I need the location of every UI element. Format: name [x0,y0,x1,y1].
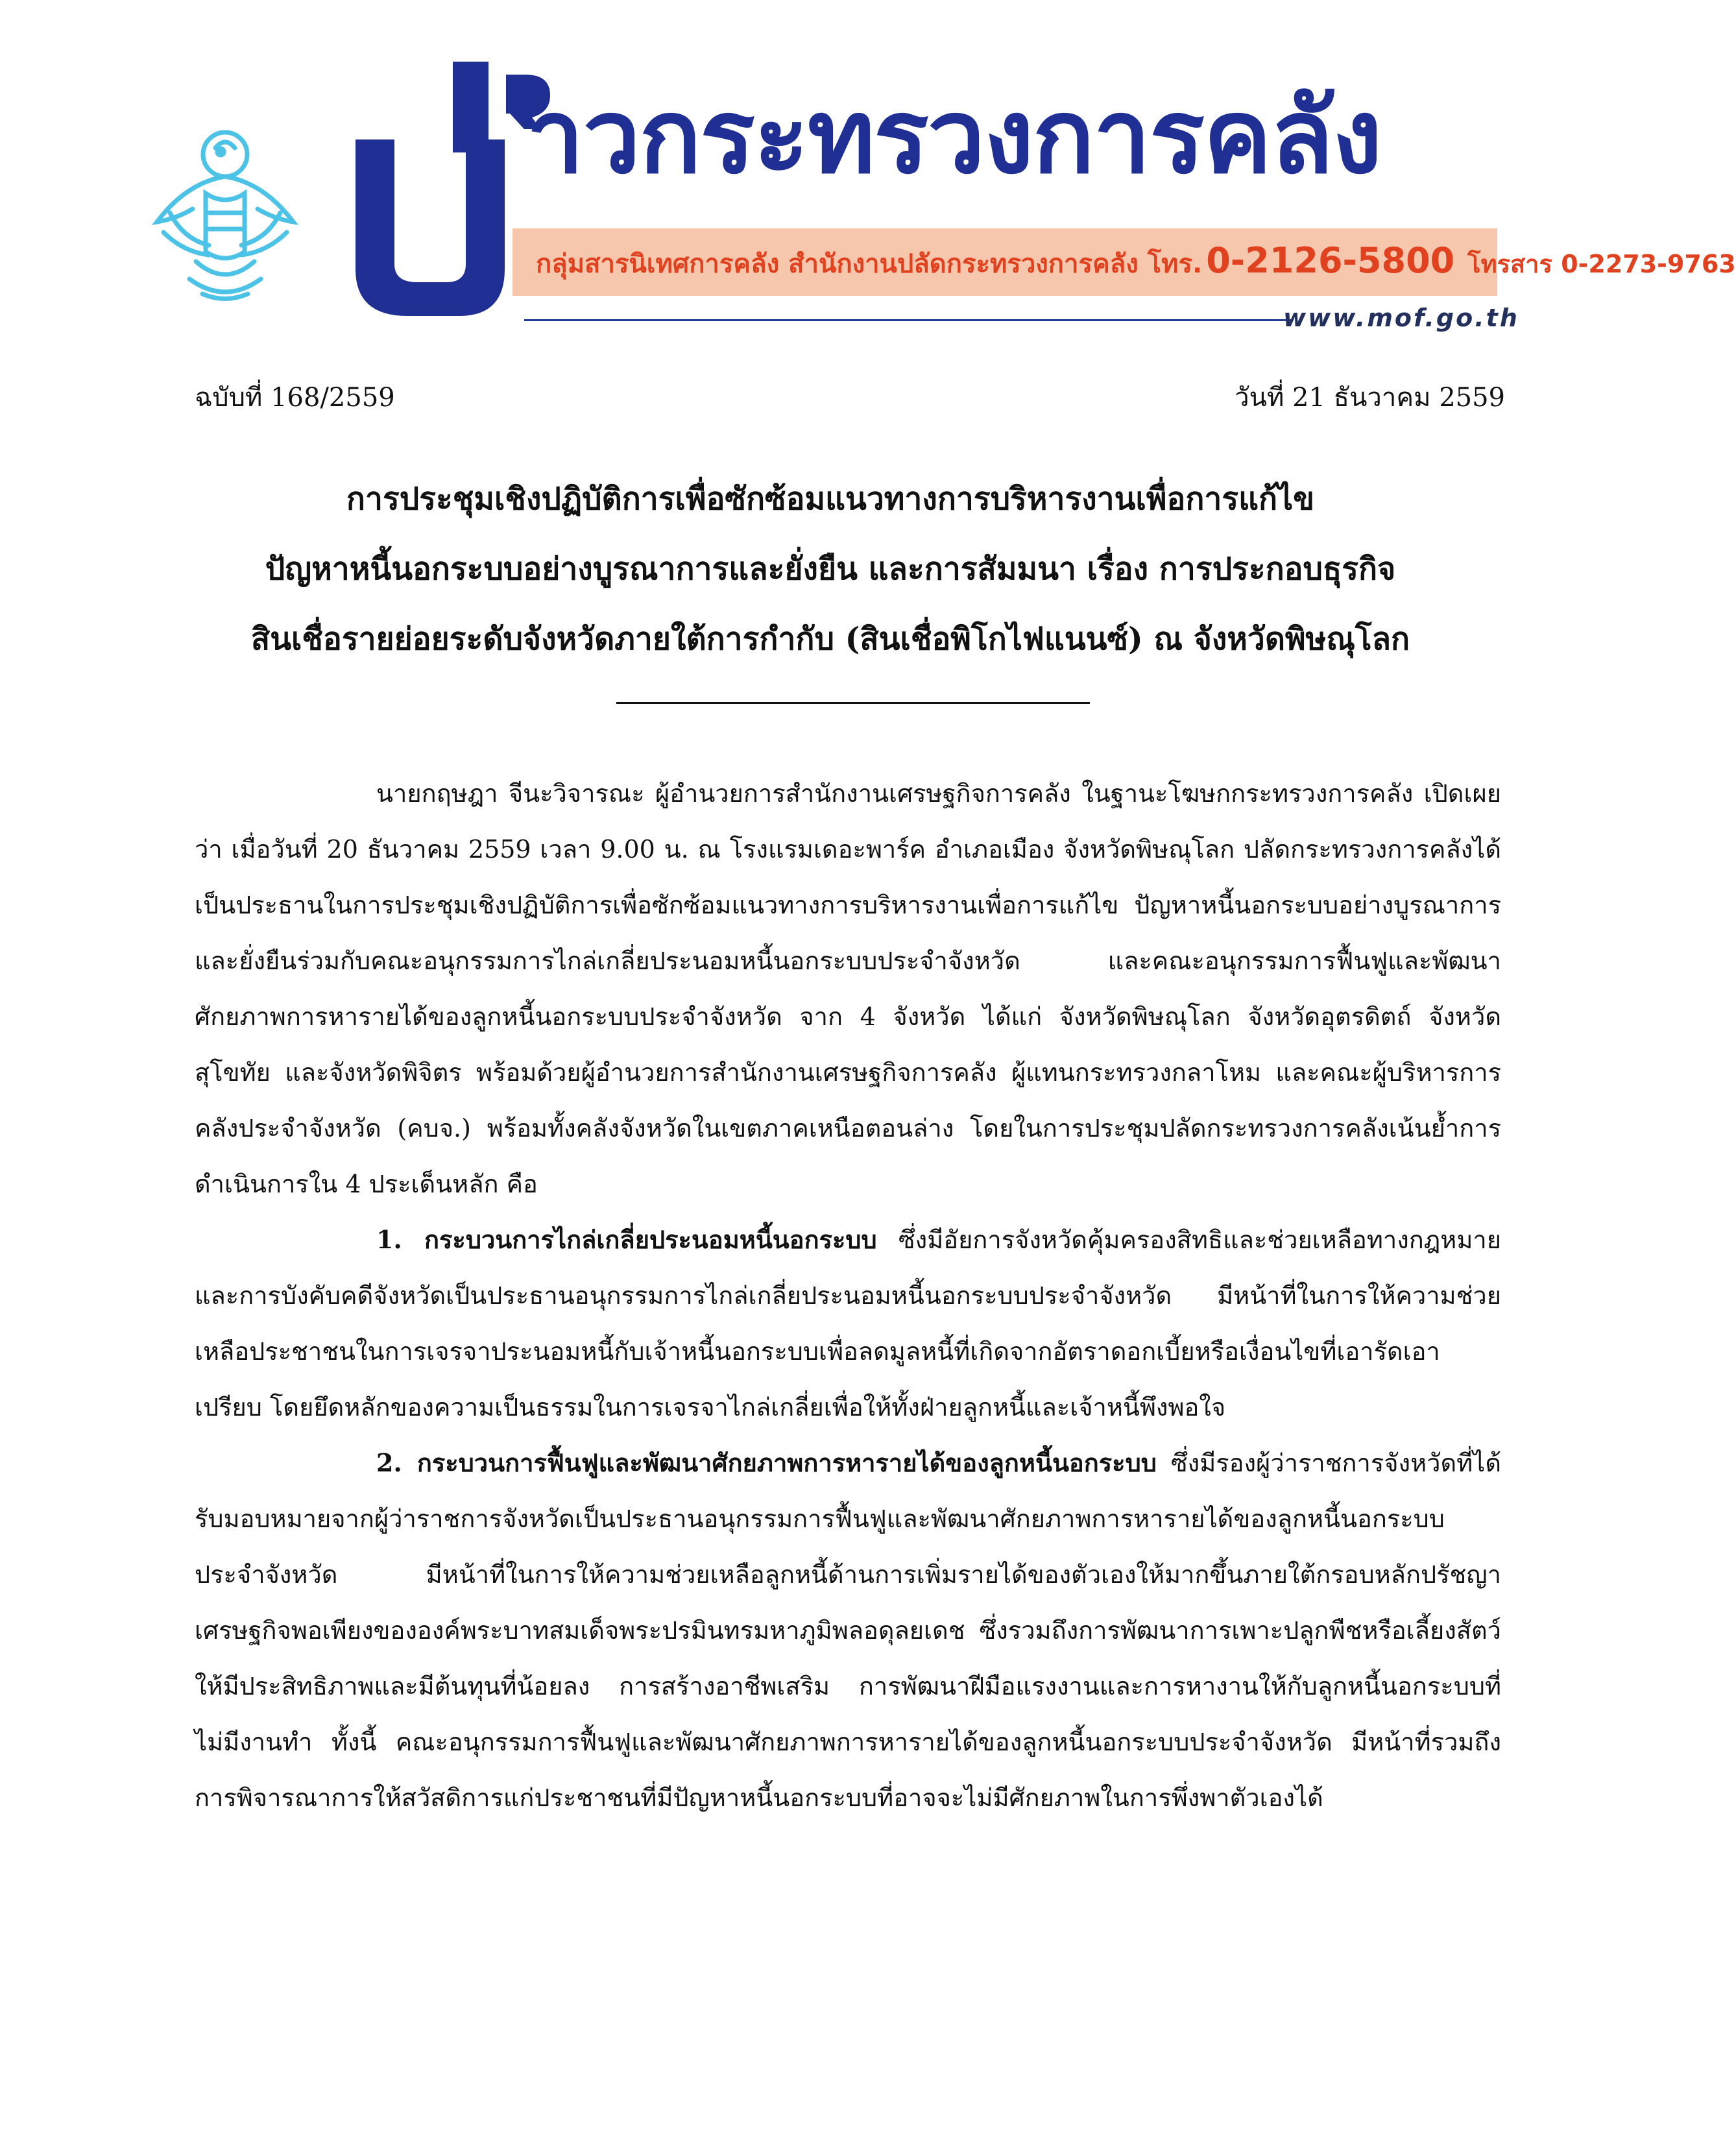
paragraph-lead: 1. กระบวนการไกล่เกลี่ยประนอมหนี้นอกระบบ [376,1225,877,1254]
document-title [162,464,1499,674]
garuda-emblem-icon [144,109,306,304]
contact-info [512,240,1736,284]
body-paragraph [195,1212,1501,1435]
contact-prefix: กลุ่มสารนิเทศการคลัง สำนักงานปลัดกระทรวงการคลัง โทร. [536,249,1203,279]
title-line: การประชุมเชิงปฏิบัติการเพื่อซักซ้อมแนวทางการบริหารงานเพื่อการแก้ไข [346,481,1315,517]
masthead-title: าวกระทรวงการคลัง [527,77,1381,197]
title-line: ปัญหาหนี้นอกระบบอย่างบูรณาการและยั่งยืน และการสัมมนา เรื่อง การประกอบธุรกิจ [265,551,1396,587]
header-rule [524,319,1293,321]
contact-fax: โทรสาร 0-2273-9763 [1467,250,1736,278]
website-url: www.mof.go.th [1283,304,1519,332]
title-line: สินเชื่อรายย่อยระดับจังหวัดภายใต้การกำกับ (สินเชื่อพิโกไฟแนนซ์) ณ จังหวัดพิษณุโลก [250,621,1410,657]
title-underline [616,702,1090,704]
document-number: ฉบับที่ 168/2559 [195,383,395,413]
paragraph-text: นายกฤษฎา จีนะวิจารณะ ผู้อำนวยการสำนักงานเศรษฐกิจการคลัง ในฐานะโฆษกกระทรวงการคลัง เปิดเผยว่า เมื่อวันที่ 20 ธันวาคม 2559 เวลา 9.00 น. ณ โรงแรมเดอะพาร์ค อำเภอเมือง จังหวัดพิษณุโลก ปลัดกระทรวงการคลังได้เป็นประธานในการประชุมเชิงปฏิบัติการเพื่อซักซ้อมแนวทางการบริหารงานเพื่อการแก้ไข ปัญหาหนี้นอกระบบอย่างบูรณาการและยั่งยืนร่วมกับคณะอนุกรรมการไกล่เกลี่ยประนอมหนี้นอกระบบประจำจังหวัด และคณะอนุกรรมการฟื้นฟูและพัฒนาศักยภาพการหารายได้ของลูกหนี้นอกระบบประจำจังหวัด จาก 4 จังหวัด ได้แก่ จังหวัดพิษณุโลก จังหวัดอุตรดิตถ์ จังหวัดสุโขทัย และจังหวัดพิจิตร พร้อมด้วยผู้อำนวยการสำนักงานเศรษฐกิจการคลัง ผู้แทนกระทรวงกลาโหม และคณะผู้บริหารการคลังประจำจังหวัด (คบจ.) พร้อมทั้งคลังจังหวัดในเขตภาคเหนือตอนล่าง โดยในการประชุมปลัดกระทรวงการคลังเน้นย้ำการดำเนินการใน 4 ประเด็นหลัก คือ [195,779,1501,1198]
body-paragraph [195,766,1501,1212]
document-body [195,766,1501,1826]
document-date: วันที่ 21 ธันวาคม 2559 [1235,383,1505,413]
contact-bar [512,228,1736,296]
body-paragraph [195,1435,1501,1826]
paragraph-text: ซึ่งมีอัยการจังหวัดคุ้มครองสิทธิและช่วยเหลือทางกฎหมายและการบังคับคดีจังหวัดเป็นประธานอนุกรรมการไกล่เกลี่ยประนอมหนี้นอกระบบประจำจังหวัด มีหน้าที่ในการให้ความช่วยเหลือประชาชนในการเจรจาประนอมหนี้กับเจ้าหนี้นอกระบบเพื่อลดมูลหนี้ที่เกิดจากอัตราดอกเบี้ยหรือเงื่อนไขที่เอารัดเอาเปรียบ โดยยึดหลักของความเป็นธรรมในการเจรจาไกล่เกลี่ยเพื่อให้ทั้งฝ่ายลูกหนี้และเจ้าหนี้พึงพอใจ [195,1226,1501,1421]
contact-phone: 0-2126-5800 [1206,240,1455,281]
paragraph-text: ซึ่งมีรองผู้ว่าราชการจังหวัดที่ได้รับมอบหมายจากผู้ว่าราชการจังหวัดเป็นประธานอนุกรรมการฟื้นฟูและพัฒนาศักยภาพการหารายได้ของลูกหนี้นอกระบบประจำจังหวัด มีหน้าที่ในการให้ความช่วยเหลือลูกหนี้ด้านการเพิ่มรายได้ของตัวเองให้มากขึ้นภายใต้กรอบหลักปรัชญาเศรษฐกิจพอเพียงขององค์พระบาทสมเด็จพระปรมินทรมหาภูมิพลอดุลยเดช ซึ่งรวมถึงการพัฒนาการเพาะปลูกพืชหรือเลี้ยงสัตว์ให้มีประสิทธิภาพและมีต้นทุนที่น้อยลง การสร้างอาชีพเสริม การพัฒนาฝีมือแรงงานและการหางานให้กับลูกหนี้นอกระบบที่ไม่มีงานทำ ทั้งนี้ คณะอนุกรรมการฟื้นฟูและพัฒนาศักยภาพการหารายได้ของลูกหนี้นอกระบบประจำจังหวัด มีหน้าที่รวมถึงการพิจารณาการให้สวัสดิการแก่ประชาชนที่มีปัญหาหนี้นอกระบบที่อาจจะไม่มีศักยภาพในการพึ่งพาตัวเองได้ [195,1449,1501,1812]
paragraph-lead: 2. กระบวนการฟื้นฟูและพัฒนาศักยภาพการหารายได้ของลูกหนี้นอกระบบ [376,1448,1157,1477]
